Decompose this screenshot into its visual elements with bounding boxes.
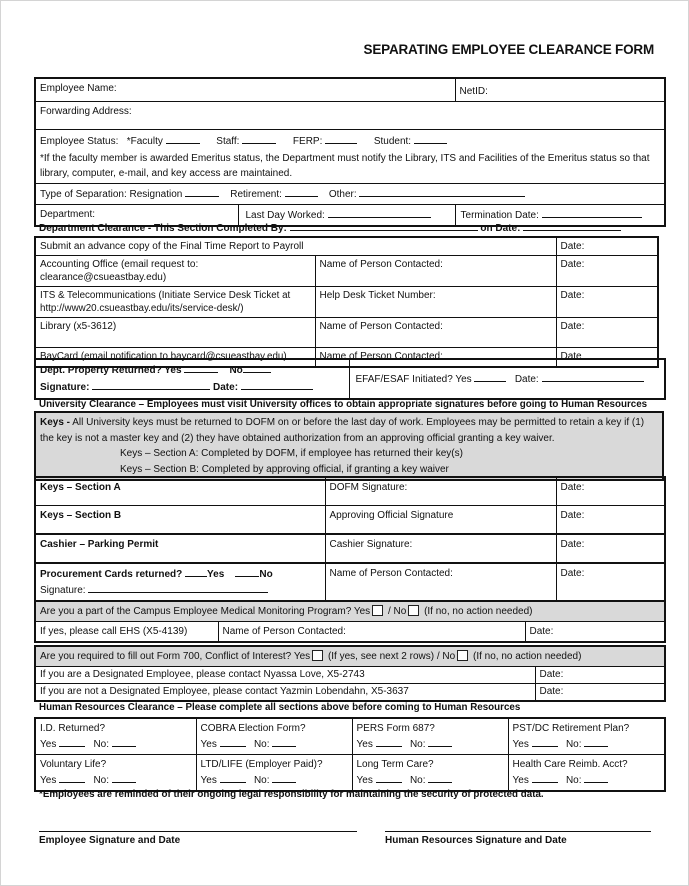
- procurement-date-field[interactable]: Date:: [556, 563, 665, 601]
- dept-row-its: ITS & Telecommunications (Initiate Service Desk Ticket at http://www20.csueastbay.edu/its/service-desk/): [35, 287, 315, 318]
- faculty-blank[interactable]: [166, 133, 200, 144]
- medical-date-field[interactable]: Date:: [525, 622, 665, 643]
- dept-ticket-its[interactable]: Help Desk Ticket Number:: [315, 287, 556, 318]
- procurement-signature-blank[interactable]: [88, 582, 268, 593]
- emeritus-note: *If the faculty member is awarded Emeritus status, the Department must notify the Library, ITS and Facilities of the Emeritus status so that library, computer, e-mail, and key access are maintained.: [40, 153, 650, 179]
- non-designated-date-field[interactable]: Date:: [535, 684, 665, 702]
- keys-info-cell: Keys - All University keys must be returned to DOFM on or before the last day of work. Employees may be permitted to retain a key if (1) the key is not a master key and (2) they have obtained authorization from an approving official granting a key waiver. Keys – Section A: Completed by DOFM, if employee has returned their key(s) Keys – Section B: Completed by approving official, if granting a key waiver: [35, 412, 663, 480]
- staff-blank[interactable]: [242, 133, 276, 144]
- hr-item-pst-dc: PST/DC Retirement Plan? Yes No:: [508, 718, 665, 755]
- medical-yes-checkbox[interactable]: [372, 605, 383, 616]
- hr-item-voluntary-life: Voluntary Life? Yes No:: [35, 755, 196, 792]
- dept-contact-library[interactable]: Name of Person Contacted:: [315, 318, 556, 348]
- medical-monitoring-table: [34, 600, 666, 643]
- employee-status-row: Employee Status: *Faculty Staff: FERP: Student: *If the faculty member is awarded Emeritus status, the Department must notify the Library, ITS and Facilities of the Emeritus status so that library, computer, e-mail, and key access are maintained.: [35, 130, 665, 184]
- cashier-date-field[interactable]: Date:: [556, 534, 665, 563]
- employee-signature-label: Employee Signature and Date: [39, 835, 181, 846]
- procurement-cards-cell: Procurement Cards returned? Yes No Signature:: [35, 563, 325, 601]
- medical-no-checkbox[interactable]: [408, 605, 419, 616]
- last-day-worked-field[interactable]: Last Day Worked:: [238, 205, 455, 227]
- hr-item-pers-687: PERS Form 687? Yes No:: [352, 718, 508, 755]
- keys-b-date-field[interactable]: Date:: [556, 505, 665, 534]
- other-blank[interactable]: [359, 186, 525, 197]
- university-clearance-heading: University Clearance – Employees must visit University offices to obtain appropriate signatures before going to Human Resources: [39, 399, 648, 410]
- department-clearance-heading: Department Clearance - This Section Completed By: on Date:: [39, 220, 659, 234]
- keys-a-date-field[interactable]: Date:: [556, 477, 665, 505]
- medical-monitoring-question: Are you a part of the Campus Employee Medical Monitoring Program? Yes / No (If no, no action needed): [35, 601, 665, 622]
- approving-official-signature-field[interactable]: Approving Official Signature: [325, 505, 556, 534]
- resignation-blank[interactable]: [185, 186, 219, 197]
- security-reminder: *Employees are reminded of their ongoing legal responsibility for maintaining the security of protected data.: [39, 789, 544, 800]
- property-returned-cell: Dept. Property Returned? Yes No Signature: Date:: [35, 359, 349, 399]
- property-returned-table: [34, 358, 666, 400]
- keys-section-b-note: Keys – Section B: Completed by approving official, if granting a key waiver: [120, 463, 449, 475]
- department-clearance-table: [34, 236, 659, 368]
- efaf-date-blank[interactable]: [542, 371, 644, 382]
- form700-question: Are you required to fill out Form 700, Conflict of Interest? Yes (If yes, see next 2 rows) / No (If no, no action needed): [35, 646, 665, 667]
- keys-section-a-note: Keys – Section A: Completed by DOFM, if employee has returned their key(s): [120, 448, 463, 459]
- keys-info-table: [34, 411, 664, 481]
- university-clearance-table: [34, 476, 666, 602]
- cashier-signature-field[interactable]: Cashier Signature:: [325, 534, 556, 563]
- employee-name-field[interactable]: Employee Name:: [35, 78, 455, 102]
- non-designated-employee-row: If you are not a Designated Employee, please contact Yazmin Lobendahn, X5-3637: [35, 684, 535, 702]
- form-title: SEPARATING EMPLOYEE CLEARANCE FORM: [363, 42, 654, 57]
- retirement-blank[interactable]: [285, 186, 318, 197]
- cashier-parking-row: Cashier – Parking Permit: [35, 534, 325, 563]
- procurement-yes-blank[interactable]: [185, 566, 207, 577]
- dept-contact-baycard[interactable]: Name of Person Contacted:: [315, 348, 556, 367]
- efaf-cell: EFAF/ESAF Initiated? Yes Date:: [349, 359, 665, 399]
- ferp-blank[interactable]: [325, 133, 357, 144]
- form700-yes-checkbox[interactable]: [312, 650, 323, 661]
- forwarding-address-field[interactable]: Forwarding Address:: [35, 102, 665, 130]
- separation-type-row: Type of Separation: Resignation Retirement: Other:: [35, 184, 665, 205]
- student-blank[interactable]: [414, 133, 447, 144]
- dept-row-library: Library (x5-3612): [35, 318, 315, 348]
- form700-no-checkbox[interactable]: [457, 650, 468, 661]
- procurement-contact-field[interactable]: Name of Person Contacted:: [325, 563, 556, 601]
- dofm-signature-field[interactable]: DOFM Signature:: [325, 477, 556, 505]
- procurement-no-blank[interactable]: [235, 566, 259, 577]
- dept-date-library[interactable]: Date:: [556, 318, 658, 348]
- property-yes-blank[interactable]: [184, 362, 218, 373]
- medical-contact-field[interactable]: Name of Person Contacted:: [218, 622, 525, 643]
- termination-date-field[interactable]: Termination Date:: [455, 205, 665, 227]
- hr-signature-line[interactable]: [385, 831, 651, 832]
- employee-info-table: [34, 77, 666, 227]
- ehs-instruction: If yes, please call EHS (X5-4139): [35, 622, 218, 643]
- property-no-blank[interactable]: [243, 362, 271, 373]
- netid-field[interactable]: NetID:: [455, 78, 665, 102]
- dept-row-accounting: Accounting Office (email request to: clearance@csueastbay.edu): [35, 256, 315, 287]
- dept-date-accounting[interactable]: Date:: [556, 256, 658, 287]
- dept-contact-accounting[interactable]: Name of Person Contacted:: [315, 256, 556, 287]
- property-date-blank[interactable]: [241, 379, 313, 390]
- property-signature-blank[interactable]: [92, 379, 210, 390]
- hr-item-id-returned: I.D. Returned? Yes No:: [35, 718, 196, 755]
- dept-date-its[interactable]: Date:: [556, 287, 658, 318]
- designated-employee-row: If you are a Designated Employee, please contact Nyassa Love, X5-2743: [35, 667, 535, 684]
- completed-by-blank[interactable]: [290, 220, 478, 231]
- dept-date-payroll[interactable]: Date:: [556, 237, 658, 256]
- hr-clearance-heading: Human Resources Clearance – Please complete all sections above before coming to Human Resources: [39, 702, 521, 713]
- dept-row-baycard: BayCard (email notification to baycard@csueastbay.edu): [35, 348, 315, 367]
- hr-clearance-table: [34, 717, 666, 792]
- hr-item-ltd-life: LTD/LIFE (Employer Paid)? Yes No:: [196, 755, 352, 792]
- hr-item-long-term-care: Long Term Care? Yes No:: [352, 755, 508, 792]
- department-field[interactable]: Department:: [35, 205, 238, 227]
- dept-date-baycard[interactable]: Date: [556, 348, 658, 367]
- hr-item-health-care-reimb: Health Care Reimb. Acct? Yes No:: [508, 755, 665, 792]
- keys-section-b-row: Keys – Section B: [35, 505, 325, 534]
- keys-section-a-row: Keys – Section A: [35, 477, 325, 505]
- employee-signature-line[interactable]: [39, 831, 357, 832]
- form700-table: [34, 645, 666, 702]
- efaf-yes-blank[interactable]: [474, 371, 506, 382]
- designated-date-field[interactable]: Date:: [535, 667, 665, 684]
- on-date-blank[interactable]: [523, 220, 621, 231]
- dept-row-payroll: Submit an advance copy of the Final Time Report to Payroll: [35, 237, 556, 256]
- hr-signature-label: Human Resources Signature and Date: [385, 835, 567, 846]
- hr-item-cobra: COBRA Election Form? Yes No:: [196, 718, 352, 755]
